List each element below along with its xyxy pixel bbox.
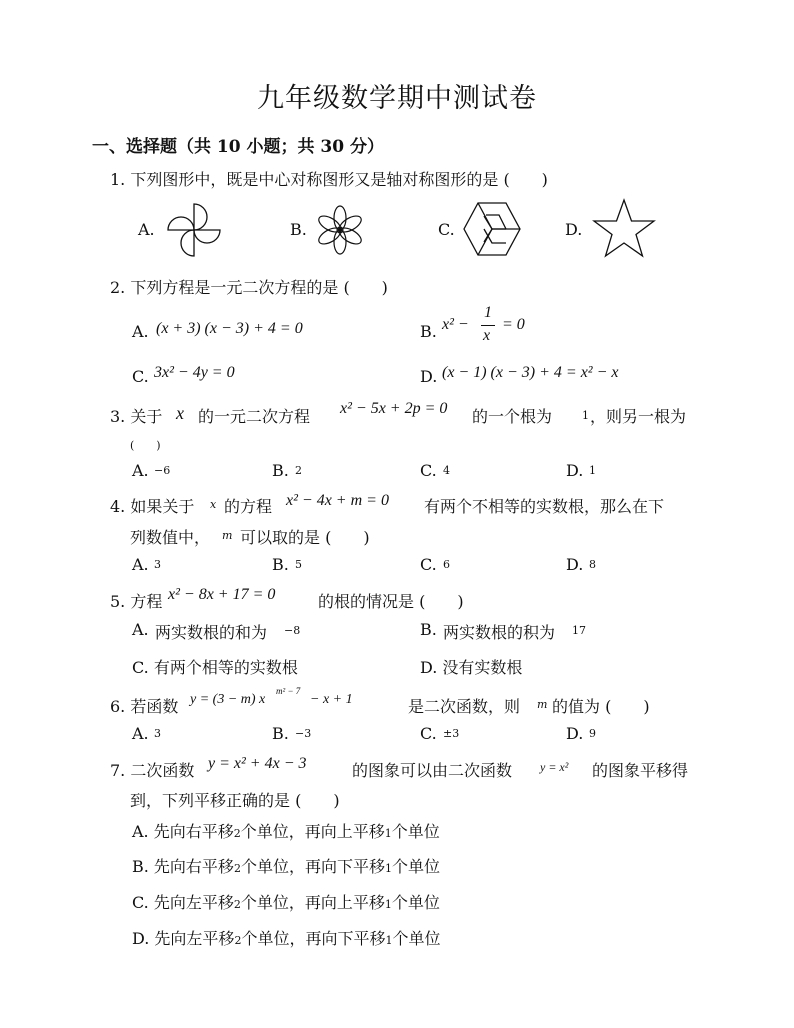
q2-option-c: 3x² − 4y = 0 xyxy=(154,364,235,381)
q2-option-b-suffix: = 0 xyxy=(502,316,525,333)
q4-option-b: 5 xyxy=(295,558,302,571)
q3-option-a: −6 xyxy=(154,464,171,477)
q6-text-a: 6. 若函数 xyxy=(110,697,179,716)
q3-option-c: 4 xyxy=(443,464,450,477)
q2-option-b-prefix: x² − xyxy=(442,316,469,333)
q5-option-a-label[interactable]: A. xyxy=(132,620,149,639)
q5-option-b-text: 两实数根的积为 xyxy=(443,623,556,642)
q4-equation: x² − 4x + m = 0 xyxy=(286,492,389,509)
q2-option-d: (x − 1) (x − 3) + 4 = x² − x xyxy=(442,364,619,381)
q4-option-b-label[interactable]: B. xyxy=(272,555,289,574)
q3-option-a-label[interactable]: A. xyxy=(132,461,149,480)
q2-stem: 2. 下列方程是一元二次方程的是 ( ) xyxy=(110,278,388,297)
q2-option-b-numerator: 1 xyxy=(484,304,492,321)
q2-option-b-label[interactable]: B. xyxy=(420,322,437,341)
q6-option-d-label[interactable]: D. xyxy=(566,724,584,743)
q3-blank: ( ) xyxy=(130,439,161,452)
q3-text-a: 3. 关于 xyxy=(110,407,163,426)
q6-option-b-label[interactable]: B. xyxy=(272,724,289,743)
q2-option-d-label[interactable]: D. xyxy=(420,367,438,386)
q1-option-b-label[interactable]: B. xyxy=(290,220,307,239)
q4-m: m xyxy=(222,529,233,542)
q1-option-c-label[interactable]: C. xyxy=(438,220,455,239)
q7-option-d[interactable]: D. 先向左平移2个单位，再向下平移1个单位 xyxy=(132,929,441,948)
q7-text-a: 7. 二次函数 xyxy=(110,761,195,780)
q3-option-b: 2 xyxy=(295,464,302,477)
q6-option-b: −3 xyxy=(295,727,312,740)
q4-option-a: 3 xyxy=(154,558,161,571)
q5-option-d[interactable]: D. 没有实数根 xyxy=(420,658,523,677)
q1-option-a-label[interactable]: A. xyxy=(138,220,155,239)
q5-option-c[interactable]: C. 有两个相等的实数根 xyxy=(132,658,298,677)
q1-option-d-label[interactable]: D. xyxy=(565,220,583,239)
hexagon-arrows-icon xyxy=(462,200,522,258)
q5-equation: x² − 8x + 17 = 0 xyxy=(168,586,276,603)
q3-var: x xyxy=(176,403,184,423)
q2-option-a-label[interactable]: A. xyxy=(132,322,149,341)
q3-text-d: ，则另一根为 xyxy=(590,407,687,426)
q4-option-c: 6 xyxy=(443,558,450,571)
q3-root: 1 xyxy=(582,409,589,422)
q6-option-a: 3 xyxy=(154,727,161,740)
q6-option-a-label[interactable]: A. xyxy=(132,724,149,743)
q3-option-d: 1 xyxy=(589,464,596,477)
q5-option-a-value: −8 xyxy=(284,624,301,637)
q6-equation-a: y = (3 − m) x xyxy=(190,692,266,707)
fraction-bar xyxy=(481,325,495,326)
q4-var: x xyxy=(210,498,217,511)
q1-stem: 1. 下列图形中，既是中心对称图形又是轴对称图形的是 ( ) xyxy=(110,170,548,189)
q4-text-c: 有两个不相等的实数根，那么在下 xyxy=(424,497,665,516)
q7-option-a[interactable]: A. 先向右平移2个单位，再向上平移1个单位 xyxy=(132,822,440,841)
q5-text-b: 的根的情况是 ( ) xyxy=(318,592,464,611)
pinwheel-icon xyxy=(164,200,224,260)
q3-option-b-label[interactable]: B. xyxy=(272,461,289,480)
q4-text-d: 列数值中， xyxy=(130,528,211,547)
q3-option-c-label[interactable]: C. xyxy=(420,461,437,480)
q6-option-c: ±3 xyxy=(443,727,460,740)
q3-text-b: 的一元二次方程 xyxy=(198,407,311,426)
q2-option-a: (x + 3) (x − 3) + 4 = 0 xyxy=(156,320,303,337)
q7-equation-2: y = x² xyxy=(540,760,569,774)
q2-option-b-denominator: x xyxy=(483,327,491,344)
q6-option-d: 9 xyxy=(589,727,596,740)
q4-option-d-label[interactable]: D. xyxy=(566,555,584,574)
q6-equation-exponent: m² − 7 xyxy=(276,686,301,696)
q6-m: m xyxy=(537,698,548,711)
section-heading: 一、选择题（共 10 小题；共 30 分） xyxy=(92,137,384,157)
flower-icon xyxy=(312,200,368,260)
q5-option-a-text: 两实数根的和为 xyxy=(155,623,268,642)
q5-text-a: 5. 方程 xyxy=(110,592,163,611)
q4-option-c-label[interactable]: C. xyxy=(420,555,437,574)
q7-text-d: 到，下列平移正确的是 ( ) xyxy=(130,791,340,810)
q6-equation-b: − x + 1 xyxy=(310,692,353,707)
q7-text-c: 的图象平移得 xyxy=(592,761,689,780)
q5-option-b-label[interactable]: B. xyxy=(420,620,437,639)
q7-equation-1: y = x² + 4x − 3 xyxy=(208,755,307,772)
q4-text-e: 可以取的是 ( ) xyxy=(240,528,370,547)
q2-option-c-label[interactable]: C. xyxy=(132,367,149,386)
q7-option-b[interactable]: B. 先向右平移2个单位，再向下平移1个单位 xyxy=(132,857,440,876)
q4-option-d: 8 xyxy=(589,558,596,571)
page-title: 九年级数学期中测试卷 xyxy=(257,83,537,114)
q3-text-c: 的一个根为 xyxy=(472,407,553,426)
q7-option-c[interactable]: C. 先向左平移2个单位，再向上平移1个单位 xyxy=(132,893,440,912)
q4-text-a: 4. 如果关于 xyxy=(110,497,195,516)
q3-option-d-label[interactable]: D. xyxy=(566,461,584,480)
star-icon xyxy=(592,198,656,260)
q4-text-b: 的方程 xyxy=(224,497,273,516)
q6-text-b: 是二次函数，则 xyxy=(408,697,521,716)
q5-option-b-value: 17 xyxy=(572,624,586,637)
q3-equation: x² − 5x + 2p = 0 xyxy=(340,400,448,417)
q4-option-a-label[interactable]: A. xyxy=(132,555,149,574)
q6-option-c-label[interactable]: C. xyxy=(420,724,437,743)
q6-text-c: 的值为 ( ) xyxy=(552,697,650,716)
q7-text-b: 的图象可以由二次函数 xyxy=(352,761,513,780)
